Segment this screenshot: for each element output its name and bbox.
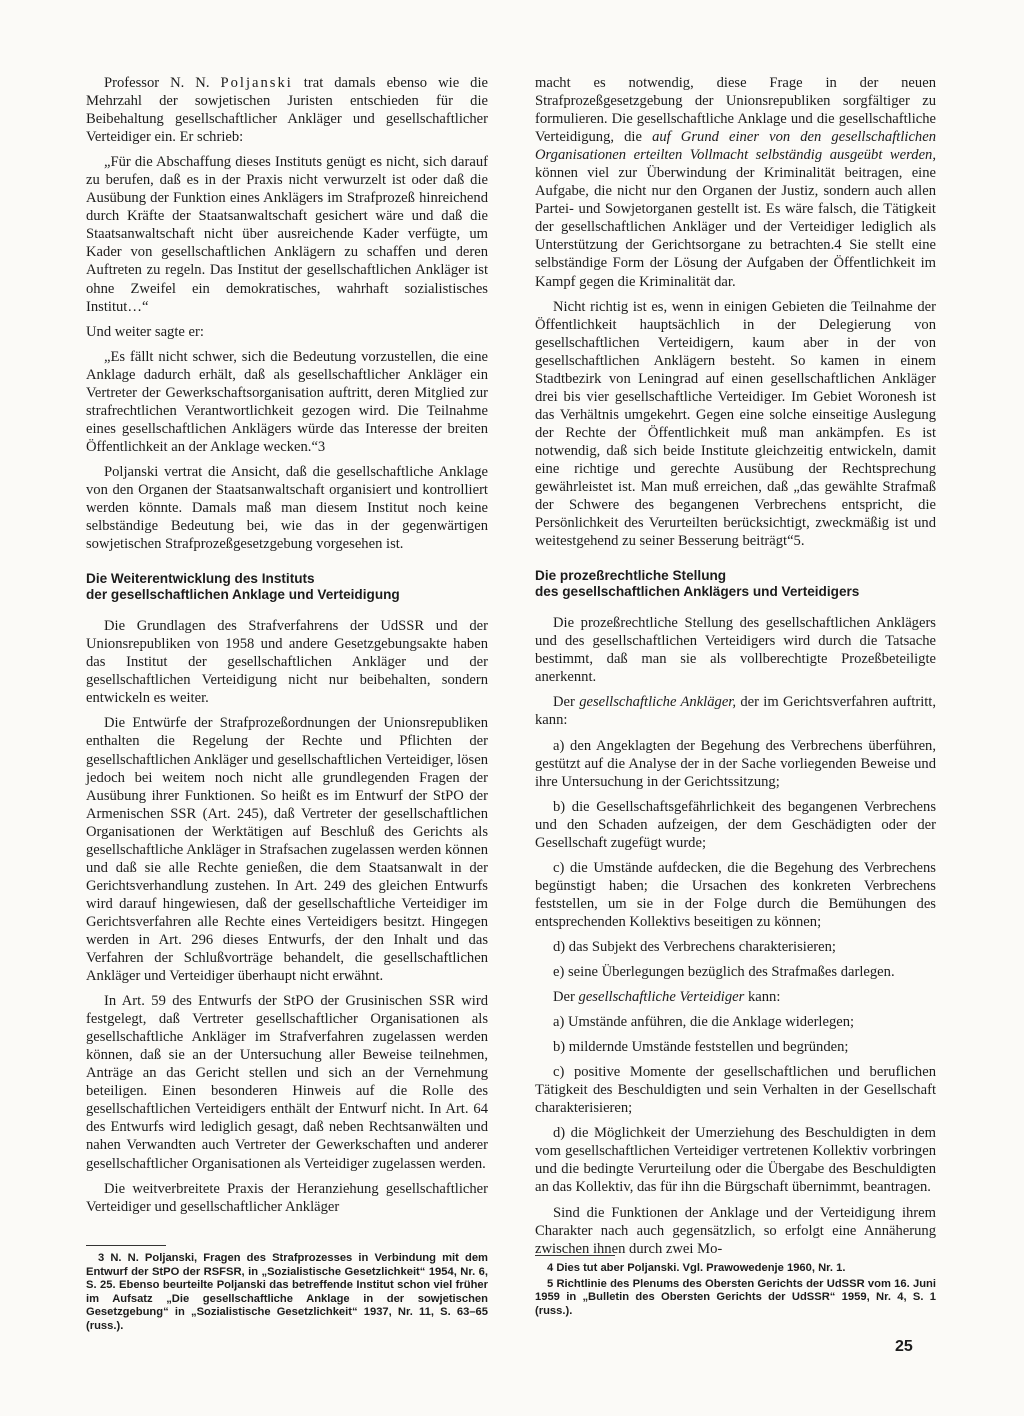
page-number: 25 (895, 1338, 913, 1355)
paragraph: macht es notwendig, diese Frage in der neuen Strafprozeßgesetzgebung der Unionsrepubliken sorgfältiger zu formulieren. Die gesellschaftliche Anklage und die gesellschaftliche Verteidigung, die auf Grund einer von den gesellschaftlichen Organisationen erteilten Vollmacht selbständig ausgeübt werden, können viel zur Überwindung der Kriminalität beitragen, eine Aufgabe, die nicht nur den Organen der Justiz, sondern auch allen Partei- und Sowjetorganen gestellt ist. Es wäre falsch, die Tätigkeit der gesellschaftlichen Ankläger und der Verteidiger lediglich als Unterstützung der Gerichtsorgane zu betrachten.4 Sie stellt eine selbständige Form der Lösung der Aufgaben der Öffentlichkeit im Kampf gegen die Kriminalität dar. (535, 75, 936, 290)
footnote: 4 Dies tut aber Poljanski. Vgl. Prawowedenje 1960, Nr. 1. (547, 1262, 846, 1274)
paragraph: Nicht richtig ist es, wenn in einigen Gebieten die Teilnahme der Öffentlichkeit hauptsächlich in der Delegierung von gesellschaftlichen Verteidigern, kaum aber in der von gesellschaftlichen Anklägern besteht. So kamen in einem Stadtbezirk von Leningrad auf einen gesellschaftlichen Ankläger drei bis vier gesellschaftliche Verteidiger. Im Gebiet Woronesh ist das Verhältnis umgekehrt. Gegen eine solche einseitige Auslegung der Rechte der Öffentlichkeit muß man ankämpfen. Es ist notwendig, daß sich beide Institute gleichzeitig entwickeln, damit eine richtige und gerechte Ausübung der Rechtsprechung gewährleistet ist. Man muß erreichen, daß „das gewählte Strafmaß der Schwere des begangenen Verbrechens entspricht, die Persönlichkeit des Verurteilten berücksichtigt, zweckmäßig ist und weitestgehend zu seiner Besserung beiträgt“5. (535, 298, 936, 550)
paragraph: Sind die Funktionen der Anklage und der Verteidigung ihrem Charakter nach auch gegensätzlich, so erfolgt eine Annäherung zwischen ihnen durch zwei Mo- (535, 1204, 936, 1257)
paragraph: In Art. 59 des Entwurfs der StPO der Grusinischen SSR wird festgelegt, daß Vertreter gesellschaftlicher Organisationen als gesellschaftliche Ankläger im Strafverfahren zugelassen werden können, daß sie an der Untersuchung aller Beweise teilnehmen, Anträge an das Gericht stellen und sich an der Vernehmung beteiligen. Einen besonderen Hinweis auf die Rolle des gesellschaftlichen Verteidigers enthält der Entwurf nicht. In Art. 64 des Entwurfs wird lediglich gesagt, daß neben Rechtsanwälten und nahen Verwandten auch Vertreter der Gewerkschaften und anderer gesellschaftlicher Organisationen als Verteidiger zugelassen werden. (86, 993, 488, 1172)
paragraph: Die prozeßrechtliche Stellung des gesellschaftlichen Anklägers und des gesellschaftlichen Verteidigers wird durch die Tatsache bestimmt, daß man sie als vollberechtigte Prozeßbeteiligte anerkennt. (535, 615, 936, 686)
emphasis: gesellschaftliche Verteidiger (578, 989, 745, 1006)
footnotes-left (86, 1245, 488, 1336)
list-item: b) die Gesellschaftsgefährlichkeit des begangenen Verbrechens und den Schaden aufzeigen, der dem Geschädigten oder der Gesellschaft zugefügt wurde; (535, 798, 936, 851)
list-item: d) die Möglichkeit der Umerziehung des Beschuldigten in dem vom gesellschaftlichen Verteidiger vertretenen Kollektiv vorbringen und die bedingte Verurteilung oder die Übergabe des Beschuldigten an das Kollektiv, das für ihn die Bürgschaft übernimmt, beantragen. (535, 1125, 936, 1196)
paragraph: Der gesellschaftliche Ankläger, der im Gerichtsverfahren auftritt, kann: (535, 694, 937, 729)
left-column (86, 74, 488, 1223)
paragraph: Die weitverbreitete Praxis der Heranziehung gesellschaftlicher Verteidiger und gesellschaftlicher Ankläger (86, 1180, 488, 1215)
footnote-divider (535, 1255, 615, 1256)
list-item: c) die Umstände aufdecken, die die Begehung des Verbrechens begünstigt haben; die Ursachen des konkreten Verbrechens feststellen, um sie in der Folge durch die Bemühungen des entsprechenden Kollektivs beseitigen zu können; (535, 859, 936, 930)
list-item: a) Umstände anführen, die die Anklage widerlegen; (553, 1014, 855, 1031)
quote: „Für die Abschaffung dieses Instituts genügt es nicht, sich darauf zu berufen, daß es in der Praxis nicht verwurzelt ist oder daß die Ausübung der Funktion eines Anklägers im Strafprozeß hinreichend durch Kräfte der Staatsanwaltschaft gesichert wäre und daß die Staatsanwaltschaft nicht über ausreichende Kader verfügte, um Kader von gesellschaftlichen Anklägern zu schaffen und deren Auftreten zu regeln. Das Institut der gesellschaftlichen Ankläger ist ohne Zweifel ein demokratisches, wahrhaft sozialistisches Institut…“ (86, 154, 488, 315)
list-item: a) den Angeklagten der Begehung des Verbrechens überführen, gestützt auf die Analyse der in der Sache vorliegenden Beweise und ihre Untersuchung in der Gerichtssitzung; (535, 737, 936, 790)
paragraph: Die Grundlagen des Strafverfahrens der UdSSR und der Unionsrepubliken von 1958 und andere Gesetzgebungsakte haben das Institut der gesellschaftlichen Ankläger und der gesellschaftlichen Verteidigung nicht nur beibehalten, sondern entwickeln es weiter. (86, 618, 488, 707)
section-heading: Die Weiterentwicklung des Instituts der gesellschaftlichen Anklage und Verteidigung (86, 571, 400, 603)
list-item: b) mildernde Umstände feststellen und begründen; (553, 1039, 849, 1056)
right-column (535, 74, 936, 1265)
paragraph: Professor N. N. Poljanski trat damals ebenso wie die Mehrzahl der sowjetischen Juristen entschieden für die Beibehaltung gesellschaftlicher Ankläger und gesellschaftlicher Verteidiger ein. Er schrieb: (86, 75, 488, 146)
footnote-divider (86, 1245, 166, 1246)
paragraph: Die Entwürfe der Strafprozeßordnungen der Unionsrepubliken enthalten die Regelung der Rechte und Pflichten der gesellschaftlichen Ankläger und gesellschaftlichen Verteidiger, lösen jedoch bei weitem noch nicht alle grundlegenden Fragen der Ausübung ihrer Funktionen. So heißt es im Entwurf der StPO der Armenischen SSR (Art. 245), daß Vertreter der gesellschaftlichen Organisationen der Werktätigen auf Beschluß des Gerichts als gesellschaftliche Ankläger in Strafsachen zugelassen werden können und daß sie alle Rechte genießen, die dem Staatsanwalt in der Gerichtsverhandlung zustehen. In Art. 249 des gleichen Entwurfs wird darauf hingewiesen, daß der gesellschaftliche Verteidiger im Gerichtsverfahren alle Rechte eines Verteidigers besitzt. Hingegen werden in Art. 296 dieses Entwurfs, der den Inhalt und das Verfahren der Schlußvorträge behandelt, die gesellschaftlichen Ankläger und Verteidiger überhaupt nicht erwähnt. (86, 715, 488, 985)
footnotes-right (535, 1255, 936, 1320)
author-name: Poljanski (220, 75, 293, 91)
footnote: 5 Richtlinie des Plenums des Obersten Gerichts der UdSSR vom 16. Juni 1959 in „Bulletin des Obersten Gerichts der UdSSR“ 1959, Nr. 4, S. 1 (russ.). (535, 1277, 936, 1317)
paragraph: Poljanski vertrat die Ansicht, daß die gesellschaftliche Anklage von den Organen der Staatsanwaltschaft organisiert und kontrolliert werden könnte. Damals maß man diesem Institut noch keine selbständige Bedeutung bei, wie das in der gegenwärtigen sowjetischen Strafprozeßgesetzgebung vorgesehen ist. (86, 463, 488, 553)
footnote: 3 N. N. Poljanski, Fragen des Strafprozesses in Verbindung mit dem Entwurf der StPO der RSFSR, in „Sozialistische Gesetzlichkeit“ 1954, Nr. 6, S. 25. Ebenso beurteilte Poljanski das betreffende Institut schon viel früher im Aufsatz „Die gesellschaftliche Anklage in der sowjetischen Gesetzgebung“ in „Sozialistische Gesetzlichkeit“ 1937, Nr. 11, S. 63–65 (russ.). (86, 1252, 488, 1332)
emphasis: auf Grund einer von den gesellschaftlichen Organisationen erteilten Vollmacht selbständig ausgeübt werden, (535, 129, 936, 164)
list-item: d) das Subjekt des Verbrechens charakterisieren; (553, 938, 836, 955)
paragraph: Und weiter sagte er: (86, 323, 204, 340)
paragraph: Der gesellschaftliche Verteidiger kann: (553, 989, 781, 1006)
quote: „Es fällt nicht schwer, sich die Bedeutung vorzustellen, die eine Anklage dadurch erhält, daß als gesellschaftlicher Ankläger ein Vertreter der Gewerkschaftsorganisation auftritt, deren Mitglied zur strafrechtlichen Verantwortlichkeit gezogen wird. Die Teilnahme eines gesellschaftlichen Anklägers würde das Interesse der breiten Öffentlichkeit an der Anklage wecken.“3 (86, 348, 488, 455)
emphasis: gesellschaftliche Ankläger, (579, 694, 737, 711)
list-item: c) positive Momente der gesellschaftlichen und beruflichen Tätigkeit des Beschuldigten und sein Verhalten in der Gesellschaft charakterisieren; (535, 1064, 936, 1117)
section-heading: Die prozeßrechtliche Stellung des gesellschaftlichen Anklägers und Verteidigers (535, 568, 860, 600)
list-item: e) seine Überlegungen bezüglich des Strafmaßes darlegen. (553, 964, 895, 981)
